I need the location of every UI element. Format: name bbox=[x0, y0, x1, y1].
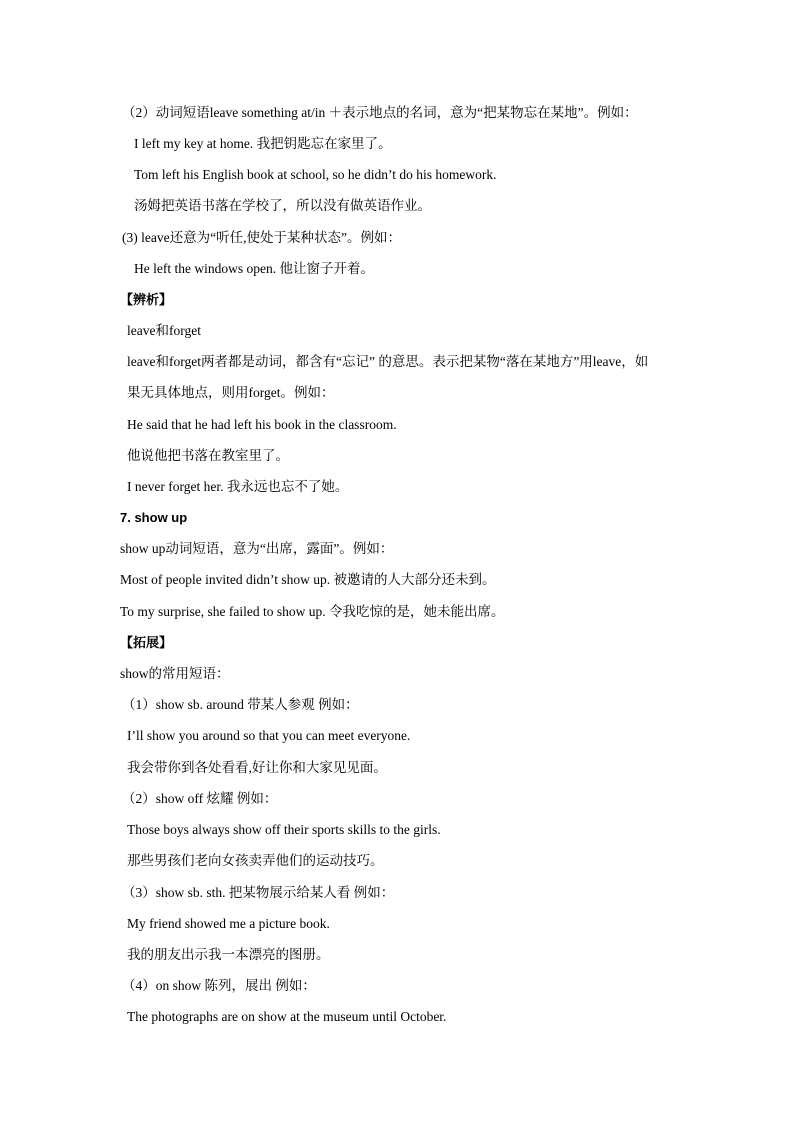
text-line: 那些男孩们老向女孩卖弄他们的运动技巧。 bbox=[127, 853, 384, 868]
text-line: 汤姆把英语书落在学校了，所以没有做英语作业。 bbox=[134, 198, 431, 213]
text-line: Those boys always show off their sports skills to the girls. bbox=[127, 822, 441, 837]
text-line: The photographs are on show at the museum until October. bbox=[127, 1009, 447, 1024]
section-heading: 【辨析】 bbox=[120, 292, 173, 307]
text-line: He left the windows open. 他让窗子开着。 bbox=[134, 261, 374, 276]
text-line: My friend showed me a picture book. bbox=[127, 916, 330, 931]
text-line: (3) leave还意为“听任,使处于某种状态”。例如： bbox=[122, 230, 401, 245]
section-heading: 7. show up bbox=[120, 510, 188, 525]
section-heading: 【拓展】 bbox=[120, 635, 173, 650]
text-line: 他说他把书落在教室里了。 bbox=[127, 448, 289, 463]
text-line: I’ll show you around so that you can meet everyone. bbox=[127, 728, 411, 743]
text-line: show up动词短语，意为“出席，露面”。例如： bbox=[120, 541, 394, 556]
text-line: show的常用短语： bbox=[120, 666, 230, 681]
text-line: （2）show off 炫耀 例如： bbox=[122, 791, 278, 806]
text-line: I never forget her. 我永远也忘不了她。 bbox=[127, 479, 349, 494]
text-line: （4）on show 陈列，展出 例如： bbox=[122, 978, 316, 993]
text-line: 我会带你到各处看看,好让你和大家见见面。 bbox=[127, 760, 387, 775]
text-line: （2）动词短语leave something at/in ＋表示地点的名词，意为“把某物忘在某地”。例如： bbox=[122, 105, 638, 120]
text-line: 果无具体地点，则用forget。例如： bbox=[127, 385, 335, 400]
text-line: （3）show sb. sth. 把某物展示给某人看 例如： bbox=[122, 885, 395, 900]
text-line: I left my key at home. 我把钥匙忘在家里了。 bbox=[134, 136, 392, 151]
text-line: To my surprise, she failed to show up. 令我吃惊的是，她未能出席。 bbox=[120, 604, 505, 619]
text-line: He said that he had left his book in the classroom. bbox=[127, 417, 397, 432]
text-line: leave和forget两者都是动词，都含有“忘记” 的意思。表示把某物“落在某地方”用leave，如 bbox=[127, 354, 649, 369]
text-line: leave和forget bbox=[127, 323, 201, 338]
text-line: Tom left his English book at school, so he didn’t do his homework. bbox=[134, 167, 497, 182]
text-line: Most of people invited didn’t show up. 被邀请的人大部分还未到。 bbox=[120, 572, 496, 587]
text-line: （1）show sb. around 带某人参观 例如： bbox=[122, 697, 359, 712]
text-line: 我的朋友出示我一本漂亮的图册。 bbox=[127, 947, 330, 962]
